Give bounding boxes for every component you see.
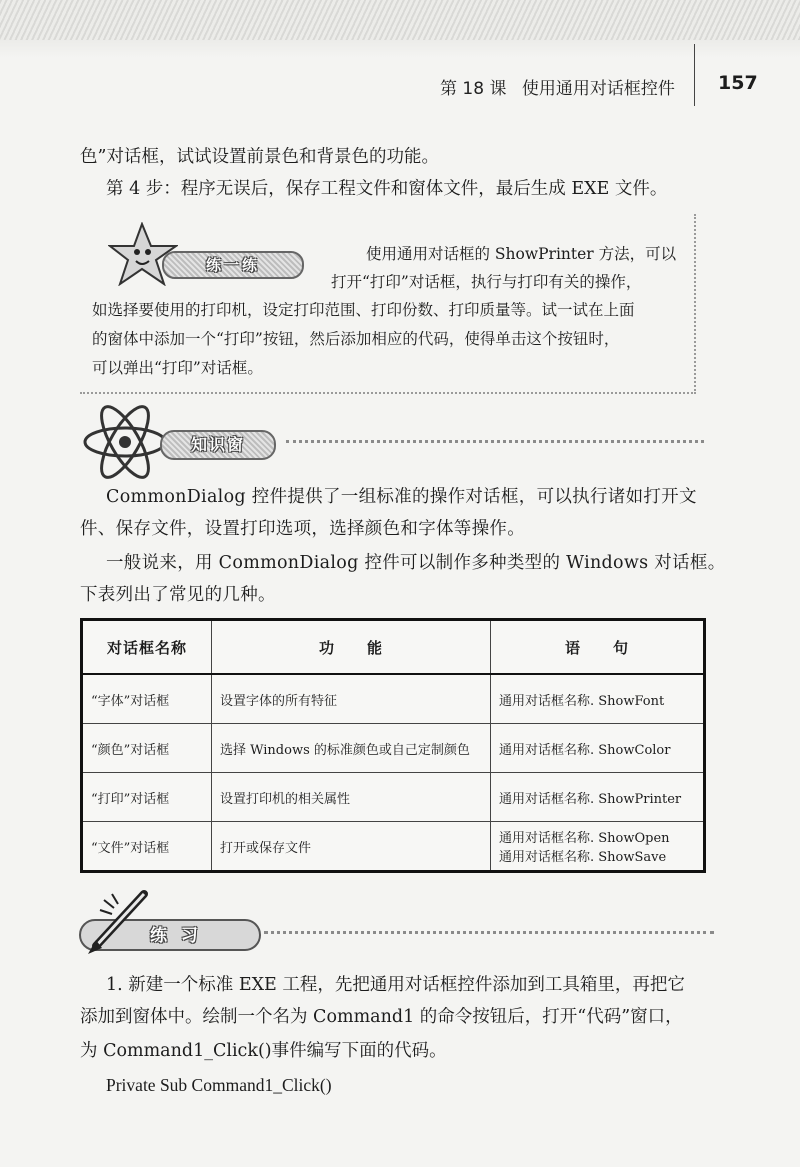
dialog-name-cell: “字体”对话框 xyxy=(82,674,212,724)
dialog-statement-cell: 通用对话框名称. ShowPrinter xyxy=(491,773,705,822)
dialog-name-cell: “打印”对话框 xyxy=(82,773,212,822)
knowledge-line-4: 下表列出了常见的几种。 xyxy=(80,585,276,605)
exercise-line-1: 1. 新建一个标准 EXE 工程，先把通用对话框控件添加到工具箱里，再把它 xyxy=(106,975,685,995)
intro-line-1: 色”对话框，试试设置前景色和背景色的功能。 xyxy=(80,147,439,167)
knowledge-line-3: 一般说来，用 CommonDialog 控件可以制作多种类型的 Windows 对话框。 xyxy=(106,553,726,573)
dialog-function-cell: 设置字体的所有特征 xyxy=(212,674,491,724)
column-header: 对话框名称 xyxy=(82,620,212,675)
dialog-function-cell: 选择 Windows 的标准颜色或自己定制颜色 xyxy=(212,724,491,773)
column-header: 功 能 xyxy=(212,620,491,675)
practice-banner: 练一练 xyxy=(162,251,304,279)
statement-line: 通用对话框名称. ShowSave xyxy=(499,850,667,865)
practice-line-1: 使用通用对话框的 ShowPrinter 方法，可以 xyxy=(366,245,677,263)
page-number: 157 xyxy=(718,72,758,94)
lesson-number: 第 18 课 xyxy=(440,79,507,99)
top-decorative-band xyxy=(0,0,800,58)
header-divider xyxy=(694,44,695,106)
dialog-statement-cell: 通用对话框名称. ShowColor xyxy=(491,724,705,773)
lesson-title: 使用通用对话框控件 xyxy=(521,79,675,99)
dialog-statement-cell: 通用对话框名称. ShowFont xyxy=(491,674,705,724)
statement-line: 通用对话框名称. ShowOpen xyxy=(499,831,670,846)
knowledge-banner: 知识窗 xyxy=(160,430,276,460)
dotted-divider xyxy=(264,931,714,934)
column-header: 语 句 xyxy=(491,620,705,675)
practice-line-2: 打开“打印”对话框，执行与打印有关的操作， xyxy=(331,273,642,291)
code-line: Private Sub Command1_Click() xyxy=(106,1075,332,1095)
intro-line-2: 第 4 步：程序无误后，保存工程文件和窗体文件，最后生成 EXE 文件。 xyxy=(106,179,668,199)
running-header xyxy=(440,74,685,99)
table-row xyxy=(82,773,705,822)
practice-line-4: 的窗体中添加一个“打印”按钮，然后添加相应的代码，使得单击这个按钮时， xyxy=(92,330,620,348)
dialog-name-cell: “文件”对话框 xyxy=(82,822,212,872)
table-row xyxy=(82,822,705,872)
knowledge-line-2: 件、保存文件，设置打印选项，选择颜色和字体等操作。 xyxy=(80,519,525,539)
dialog-name-cell: “颜色”对话框 xyxy=(82,724,212,773)
exercise-banner: 练 习 xyxy=(150,926,202,946)
dialog-statement-cell xyxy=(491,822,705,872)
table-row xyxy=(82,674,705,724)
dotted-divider xyxy=(286,440,704,443)
dialog-types-table xyxy=(80,618,706,873)
table-header-row xyxy=(82,620,705,675)
atom-icon xyxy=(80,402,170,480)
exercise-line-3: 为 Command1_Click()事件编写下面的代码。 xyxy=(80,1041,447,1061)
table-row xyxy=(82,724,705,773)
practice-line-5: 可以弹出“打印”对话框。 xyxy=(92,359,263,377)
dialog-function-cell: 打开或保存文件 xyxy=(212,822,491,872)
practice-line-3: 如选择要使用的打印机，设定打印范围、打印份数、打印质量等。试一试在上面 xyxy=(92,301,635,319)
exercise-line-2: 添加到窗体中。绘制一个名为 Command1 的命令按钮后，打开“代码”窗口， xyxy=(80,1007,683,1027)
dialog-function-cell: 设置打印机的相关属性 xyxy=(212,773,491,822)
knowledge-line-1: CommonDialog 控件提供了一组标准的操作对话框，可以执行诸如打开文 xyxy=(106,487,697,507)
